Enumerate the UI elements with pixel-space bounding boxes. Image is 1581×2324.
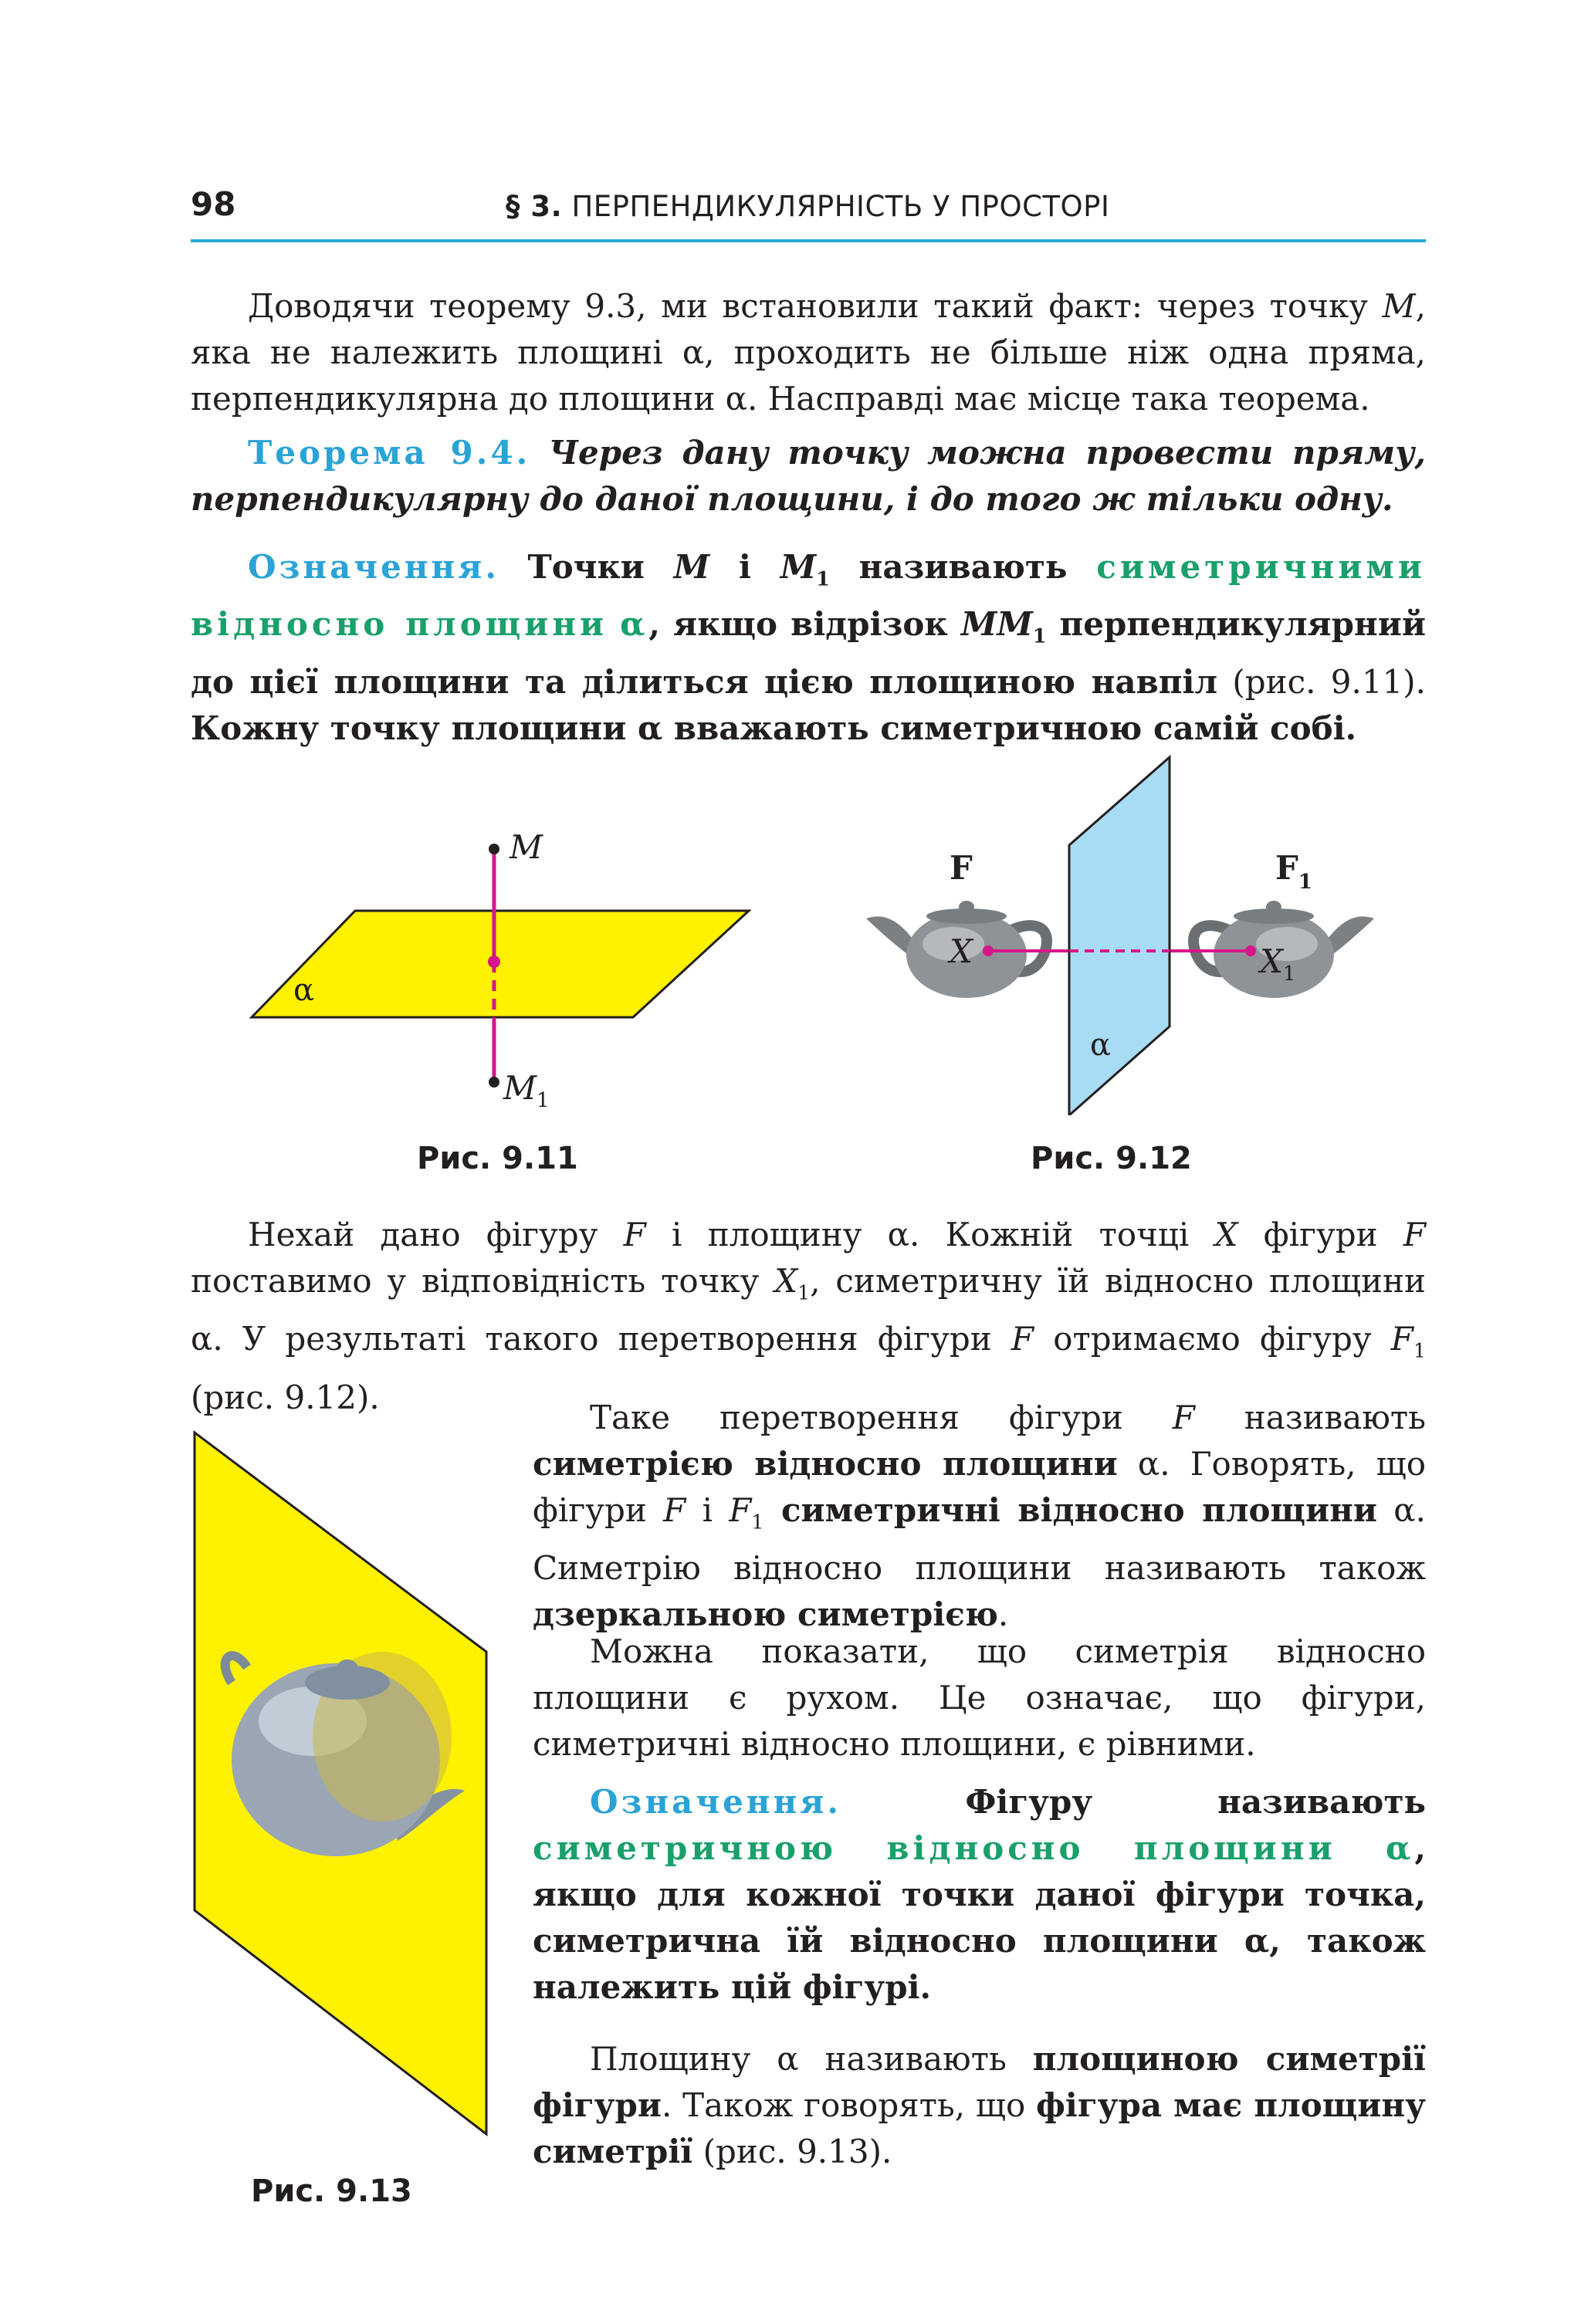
label-X1-main: X bbox=[1260, 942, 1283, 980]
subscript: 1 bbox=[816, 567, 830, 590]
label-F1-sub: 1 bbox=[1298, 871, 1312, 894]
text: фігури bbox=[1237, 1216, 1403, 1253]
section-title: ПЕРПЕНДИКУЛЯРНІСТЬ У ПРОСТОРІ bbox=[571, 190, 1110, 223]
theorem-9-4 bbox=[191, 430, 1426, 523]
theorem-text: Через дану точку можна провести пряму, перпендикулярну до даної площини, і до того ж тільки одну. bbox=[191, 434, 1426, 518]
text: називають bbox=[1194, 1399, 1427, 1436]
plane-alpha bbox=[1069, 757, 1170, 1115]
text: . bbox=[997, 1595, 1009, 1634]
text: Точки bbox=[527, 548, 674, 586]
term-symmetric: симетричною відносно площини bbox=[533, 1829, 1336, 1867]
var-F: F bbox=[1403, 1216, 1427, 1253]
label-alpha: α bbox=[293, 973, 315, 1008]
var-X: X bbox=[1214, 1216, 1238, 1253]
var-F1: F bbox=[1390, 1320, 1413, 1358]
text: Площину α називають bbox=[590, 2040, 1033, 2078]
label-F: F bbox=[950, 849, 973, 887]
text: . Також говорять, що bbox=[661, 2086, 1037, 2124]
text: , якщо для кожної точки даної фігури точка, симетрична їй відносно площини α, також належить цій фігурі. bbox=[533, 1829, 1426, 2006]
text: Доводячи теорему 9.3, ми встановили такий факт: через точку bbox=[248, 287, 1383, 325]
subscript: 1 bbox=[751, 1510, 764, 1534]
text: Фігуру називають bbox=[965, 1783, 1426, 1821]
section-mark: § 3. bbox=[506, 190, 563, 223]
var-MM1: MM bbox=[960, 605, 1033, 644]
var-M: M bbox=[673, 548, 710, 586]
text: перпендикулярний до цієї площини та ділиться цією площиною навпіл bbox=[191, 605, 1426, 701]
subscript: 1 bbox=[797, 1281, 811, 1304]
text: , якщо відрізок bbox=[648, 605, 961, 644]
paragraph-motion: Можна показати, що симетрія відносно площини є рухом. Це означає, що фігури, симетричні відносно площини, є рівними. bbox=[533, 1632, 1426, 1763]
var-F: F bbox=[663, 1491, 686, 1529]
paragraph-transformation bbox=[191, 1212, 1426, 1421]
label-X1-sub: 1 bbox=[1282, 962, 1296, 986]
plane-alpha bbox=[252, 911, 749, 1017]
text: , яка не належить площині α, проходить не більше ніж одна пряма, перпендикулярна до площини α. Насправді має місце така теорема. bbox=[191, 287, 1426, 418]
term: площиною симетрії фігури bbox=[533, 2040, 1426, 2124]
text: (рис. 9.12). bbox=[191, 1378, 380, 1416]
label-alpha: α bbox=[1090, 1027, 1112, 1063]
label-M: M bbox=[510, 828, 543, 866]
var-F: F bbox=[1011, 1320, 1034, 1358]
text: , симетричну їй відносно площини α. У результаті такого перетворення фігури bbox=[191, 1262, 1426, 1358]
paragraph-symmetry-plane bbox=[533, 2036, 1426, 2175]
figure-9-12 bbox=[857, 753, 1397, 1115]
label-F1-main: F bbox=[1275, 849, 1298, 887]
intro-paragraph bbox=[191, 283, 1426, 422]
term: дзеркальною симетрією bbox=[533, 1595, 998, 1634]
paragraph-mirror-symmetry bbox=[533, 1395, 1426, 1638]
page-number: 98 bbox=[191, 185, 236, 223]
caption-9-11: Рис. 9.11 bbox=[417, 1141, 578, 1176]
text: і bbox=[686, 1491, 730, 1529]
var-M1: M bbox=[780, 548, 817, 586]
caption-9-13: Рис. 9.13 bbox=[251, 2173, 412, 2209]
var-F: F bbox=[1172, 1399, 1195, 1436]
text: Кожну точку площини α вважають симетричною самій собі. bbox=[191, 709, 1357, 747]
definition-symmetric-figure bbox=[533, 1779, 1426, 2011]
text: α. Симетрію відносно площини називають також bbox=[533, 1491, 1426, 1588]
text: і площину α. Кожній точці bbox=[645, 1216, 1215, 1253]
definition-label: Означення. bbox=[590, 1783, 841, 1821]
label-M1 bbox=[503, 1069, 550, 1112]
definition-symmetric-points bbox=[191, 544, 1426, 752]
figure-9-11 bbox=[239, 818, 780, 1127]
figure-9-13 bbox=[185, 1428, 494, 2138]
caption-9-12: Рис. 9.12 bbox=[1031, 1141, 1192, 1176]
alpha: α bbox=[620, 605, 649, 644]
label-M1-sub: 1 bbox=[537, 1089, 550, 1112]
point-M1 bbox=[489, 1077, 499, 1088]
text: (рис. 9.13). bbox=[692, 2133, 892, 2170]
point-X1 bbox=[1245, 945, 1256, 956]
term-symmetric: симетричними відносно площини bbox=[191, 548, 1427, 644]
label-F1 bbox=[1275, 849, 1312, 894]
figure-ref: (рис. 9.11). bbox=[1217, 662, 1426, 701]
var-X1: X bbox=[774, 1262, 798, 1300]
term: симетричні відносно площини bbox=[763, 1491, 1377, 1529]
subscript: 1 bbox=[1032, 624, 1047, 648]
point-X bbox=[983, 945, 994, 956]
var-F: F bbox=[623, 1216, 646, 1253]
definition-label: Означення. bbox=[248, 548, 499, 586]
midpoint bbox=[488, 956, 500, 968]
var-M: M bbox=[1382, 287, 1416, 325]
alpha: α bbox=[1336, 1829, 1415, 1867]
text: і bbox=[709, 548, 780, 586]
subscript: 1 bbox=[1413, 1339, 1426, 1362]
text: поставимо у відповідність точку bbox=[191, 1262, 775, 1300]
term: фігура має площину симетрії bbox=[533, 2086, 1426, 2170]
section-header bbox=[506, 190, 1109, 223]
text: отримаємо фігуру bbox=[1034, 1320, 1391, 1358]
text: називають bbox=[829, 548, 1097, 586]
var-F1: F bbox=[729, 1491, 752, 1529]
label-X: X bbox=[950, 932, 973, 970]
header-rule bbox=[191, 239, 1426, 242]
label-M1-main: M bbox=[503, 1069, 537, 1107]
theorem-label: Теорема 9.4. bbox=[248, 434, 531, 472]
point-M bbox=[489, 844, 499, 854]
term: симетрією відносно площини bbox=[533, 1445, 1118, 1483]
text: α. Говорять, що фігури bbox=[533, 1445, 1427, 1529]
text: Таке перетворення фігури bbox=[590, 1399, 1173, 1436]
text: Нехай дано фігуру bbox=[248, 1216, 624, 1253]
